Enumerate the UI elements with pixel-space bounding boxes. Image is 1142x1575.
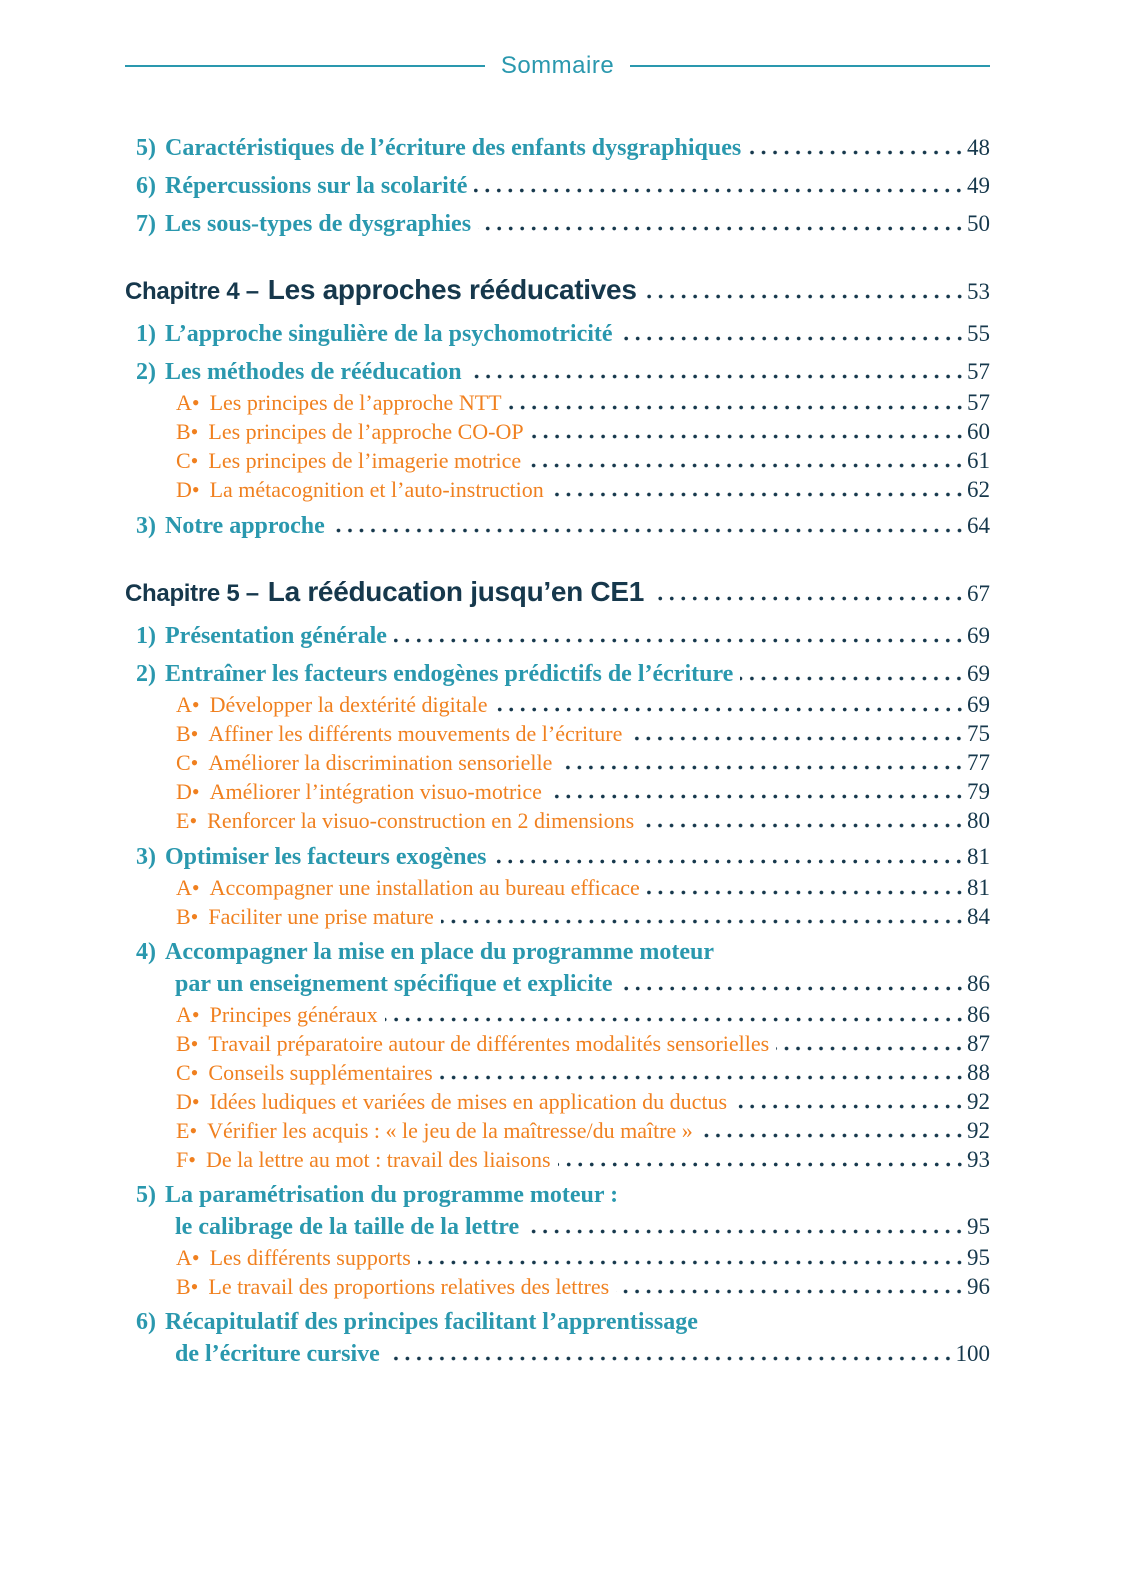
toc-entry-level2: [125, 873, 990, 902]
dot-leader: [474, 188, 965, 193]
toc-entry-level2: [125, 902, 990, 931]
page-number: 80: [967, 808, 990, 833]
entry-text: Caractéristiques de l’écriture des enfants dysgraphiques: [165, 135, 742, 161]
toc-entry-level2: [125, 777, 990, 806]
page-number: 93: [967, 1147, 990, 1172]
toc-entry-line: [125, 510, 990, 542]
entry-letter-bullet: B•: [176, 1274, 199, 1299]
toc-entry-line: [125, 658, 990, 690]
page-number: 95: [967, 1245, 990, 1270]
entry-text: Entraîner les facteurs endogènes prédictifs de l’écriture: [165, 661, 734, 687]
entry-text: Optimiser les facteurs exogènes: [165, 844, 487, 870]
entry-letter-bullet: B•: [176, 721, 199, 746]
toc-entry-line-continued: [125, 1338, 990, 1370]
dot-leader: [740, 676, 965, 681]
dot-leader: [478, 226, 965, 231]
entry-number: 1): [136, 321, 156, 347]
toc-entry-level2: [125, 1029, 990, 1058]
toc-entry-line-continued: [125, 1211, 990, 1243]
toc-list: [125, 126, 990, 1370]
entry-text: Les sous-types de dysgraphies: [165, 211, 472, 237]
toc-entry-level1: [125, 208, 990, 240]
entry-text: La paramétrisation du programme moteur :: [165, 1182, 619, 1208]
entry-letter-bullet: A•: [176, 390, 200, 415]
page-number: 81: [967, 875, 990, 900]
page-number: 86: [967, 971, 990, 996]
entry-number: 5): [136, 1182, 156, 1208]
entry-text: Travail préparatoire autour de différentes modalités sensorielles: [208, 1031, 770, 1056]
dot-leader: [641, 823, 965, 828]
entry-text-continued: le calibrage de la taille de la lettre: [175, 1214, 520, 1240]
toc-entry-level2: [125, 806, 990, 835]
entry-text: Améliorer l’intégration visuo-motrice: [209, 779, 542, 804]
entry-number: 6): [136, 173, 156, 199]
toc-entry-level1: [125, 132, 990, 164]
chapter-title: Les approches rééducatives: [267, 274, 637, 305]
dot-leader: [495, 707, 965, 712]
toc-entry-level2: [125, 446, 990, 475]
dot-leader: [509, 405, 965, 410]
entry-letter-bullet: C•: [176, 750, 199, 775]
page-number: 92: [967, 1089, 990, 1114]
toc-chapter: [125, 572, 990, 614]
toc-entry-level2: [125, 1243, 990, 1272]
entry-text: Affiner les différents mouvements de l’écriture: [208, 721, 623, 746]
entry-text: Répercussions sur la scolarité: [165, 173, 468, 199]
page-number: 48: [967, 135, 990, 160]
page-number: 86: [967, 1002, 990, 1027]
toc-entry-level2: [125, 475, 990, 504]
toc-entry-level2: [125, 690, 990, 719]
entry-letter-bullet: C•: [176, 448, 199, 473]
entry-letter-bullet: E•: [176, 808, 198, 833]
page-title: Sommaire: [500, 52, 615, 79]
dot-leader: [748, 150, 965, 155]
entry-letter-bullet: B•: [176, 1031, 199, 1056]
entry-letter-bullet: A•: [176, 1002, 200, 1027]
dot-leader: [549, 794, 965, 799]
entry-text: Le travail des proportions relatives des lettres: [208, 1274, 610, 1299]
toc-entry-level2: [125, 1087, 990, 1116]
entry-text: Présentation générale: [165, 623, 387, 649]
entry-number: 1): [136, 623, 156, 649]
page-number: 75: [967, 721, 990, 746]
entry-text: Idées ludiques et variées de mises en application du ductus: [209, 1089, 728, 1114]
entry-text: Développer la dextérité digitale: [209, 692, 488, 717]
entry-letter-bullet: A•: [176, 1245, 200, 1270]
dot-leader: [440, 1075, 965, 1080]
dot-leader: [700, 1133, 965, 1138]
entry-text: Principes généraux: [209, 1002, 378, 1027]
toc-entry-line: [125, 132, 990, 164]
toc-chapter: [125, 270, 990, 312]
toc-entry-level1: [125, 841, 990, 873]
entry-letter-bullet: E•: [176, 1118, 198, 1143]
page-number: 60: [967, 419, 990, 444]
entry-letter-bullet: C•: [176, 1060, 199, 1085]
page-number: 92: [967, 1118, 990, 1143]
entry-text: Les principes de l’approche CO-OP: [208, 419, 524, 444]
dot-leader: [469, 374, 965, 379]
entry-text: Les différents supports: [209, 1245, 411, 1270]
entry-number: 5): [136, 135, 156, 161]
dot-leader: [776, 1046, 965, 1051]
entry-text: Les méthodes de rééducation: [165, 359, 462, 385]
entry-letter-bullet: A•: [176, 875, 200, 900]
entry-text: Les principes de l’approche NTT: [209, 390, 502, 415]
toc-entry-level2: [125, 417, 990, 446]
dot-leader: [526, 1229, 965, 1234]
chapter-number-label: Chapitre 4 –: [125, 278, 259, 305]
entry-text: Les principes de l’imagerie motrice: [208, 448, 522, 473]
page-number: 57: [967, 359, 990, 384]
toc-entry-level2: [125, 388, 990, 417]
entry-text: Renforcer la visuo-construction en 2 dimensions: [207, 808, 635, 833]
page-number: 88: [967, 1060, 990, 1085]
entry-text: Accompagner la mise en place du programme moteur: [165, 939, 715, 965]
toc-entry-level1: [125, 620, 990, 652]
toc-entry-line: [125, 1307, 990, 1338]
page-number: 96: [967, 1274, 990, 1299]
entry-text-continued: par un enseignement spécifique et explicite: [175, 971, 613, 997]
dot-leader: [616, 1289, 965, 1294]
page-number: 53: [967, 279, 990, 304]
entry-letter-bullet: B•: [176, 419, 199, 444]
toc-entry-line: [125, 318, 990, 350]
dot-leader: [394, 638, 965, 643]
entry-letter-bullet: D•: [176, 779, 200, 804]
dot-leader: [629, 736, 965, 741]
toc-entry-level1: [125, 170, 990, 202]
page-number: 69: [967, 692, 990, 717]
toc-entry-line: [125, 1180, 990, 1211]
entry-text: L’approche singulière de la psychomotricité: [165, 321, 613, 347]
entry-text: De la lettre au mot : travail des liaisons: [205, 1147, 551, 1172]
page-header: [125, 52, 990, 80]
chapter-title: La rééducation jusqu’en CE1: [267, 576, 644, 607]
toc-entry-line-continued: [125, 968, 990, 1000]
dot-leader: [620, 986, 965, 991]
entry-text: Accompagner une installation au bureau efficace: [209, 875, 640, 900]
entry-text: Conseils supplémentaires: [208, 1060, 433, 1085]
toc-entry-level1: [125, 658, 990, 690]
entry-number: 3): [136, 513, 156, 539]
page-number: 95: [967, 1214, 990, 1239]
page-number: 67: [967, 581, 990, 606]
toc-entry-level1: [125, 1180, 990, 1243]
dot-leader: [332, 528, 965, 533]
entry-number: 2): [136, 661, 156, 687]
toc-entry-line: [125, 208, 990, 240]
entry-letter-bullet: B•: [176, 904, 199, 929]
toc-entry-line: [125, 356, 990, 388]
entry-letter-bullet: D•: [176, 477, 200, 502]
dot-leader: [441, 919, 965, 924]
dot-leader: [418, 1260, 965, 1265]
page-number: 50: [967, 211, 990, 236]
entry-text-continued: de l’écriture cursive: [175, 1341, 380, 1367]
entry-number: 3): [136, 844, 156, 870]
toc-entry-level1: [125, 510, 990, 542]
dot-leader: [647, 890, 965, 895]
header-rule-right: [630, 65, 990, 67]
entry-text: La métacognition et l’auto-instruction: [209, 477, 544, 502]
toc-entry-line: [125, 620, 990, 652]
entry-number: 7): [136, 211, 156, 237]
toc-entry-level2: [125, 719, 990, 748]
entry-letter-bullet: A•: [176, 692, 200, 717]
toc-entry-level1: [125, 356, 990, 388]
dot-leader: [531, 434, 965, 439]
dot-leader: [528, 463, 965, 468]
toc-entry-level1: [125, 1307, 990, 1370]
entry-letter-bullet: D•: [176, 1089, 200, 1114]
entry-text: Vérifier les acquis : « le jeu de la maîtresse/du maître »: [207, 1118, 693, 1143]
page-number: 69: [967, 623, 990, 648]
page-number: 77: [967, 750, 990, 775]
entry-number: 6): [136, 1309, 156, 1335]
entry-number: 2): [136, 359, 156, 385]
page-number: 84: [967, 904, 990, 929]
page-number: 64: [967, 513, 990, 538]
page-number: 69: [967, 661, 990, 686]
toc-entry-line: [125, 170, 990, 202]
page-number: 49: [967, 173, 990, 198]
page-number: 55: [967, 321, 990, 346]
dot-leader: [385, 1017, 965, 1022]
dot-leader: [558, 1162, 965, 1167]
dot-leader: [734, 1104, 965, 1109]
page-number: 87: [967, 1031, 990, 1056]
page-number: 100: [955, 1341, 990, 1366]
toc-entry-line: [125, 841, 990, 873]
dot-leader: [620, 336, 965, 341]
toc-entry-line: [125, 937, 990, 968]
toc-entry-level1: [125, 318, 990, 350]
dot-leader: [493, 859, 965, 864]
page-number: 61: [967, 448, 990, 473]
page-number: 62: [967, 477, 990, 502]
dot-leader: [551, 492, 965, 497]
page-number: 57: [967, 390, 990, 415]
toc-entry-level2: [125, 1000, 990, 1029]
entry-letter-bullet: F•: [176, 1147, 196, 1172]
entry-text: Notre approche: [165, 513, 325, 539]
toc-entry-level1: [125, 937, 990, 1000]
entry-text: Faciliter une prise mature: [208, 904, 434, 929]
entry-number: 4): [136, 939, 156, 965]
page-number: 79: [967, 779, 990, 804]
dot-leader: [387, 1356, 954, 1361]
dot-leader: [651, 596, 965, 601]
header-rule-left: [125, 65, 485, 67]
toc-entry-level2: [125, 1145, 990, 1174]
toc-entry-level2: [125, 1116, 990, 1145]
dot-leader: [559, 765, 965, 770]
entry-text: Récapitulatif des principes facilitant l’apprentissage: [165, 1309, 698, 1335]
page-number: 81: [967, 844, 990, 869]
toc-entry-level2: [125, 1272, 990, 1301]
toc-entry-level2: [125, 748, 990, 777]
toc-entry-level2: [125, 1058, 990, 1087]
chapter-number-label: Chapitre 5 –: [125, 580, 259, 607]
entry-text: Améliorer la discrimination sensorielle: [208, 750, 553, 775]
dot-leader: [644, 294, 965, 299]
